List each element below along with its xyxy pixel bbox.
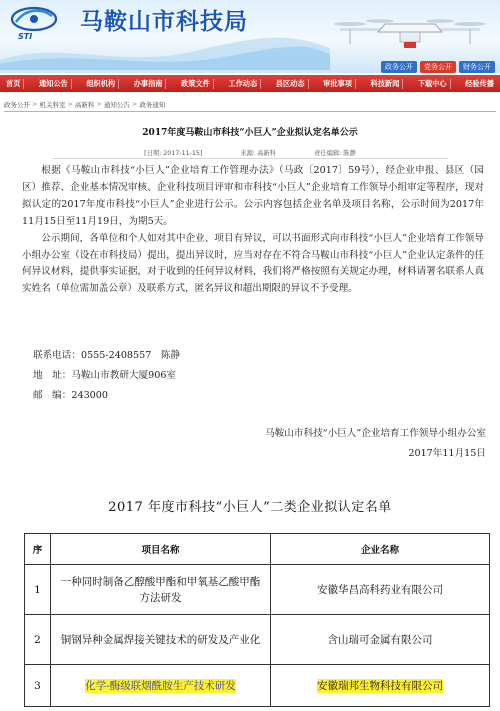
notice-body: [22, 163, 484, 298]
logo-label: STI: [18, 32, 33, 41]
row-number: 2: [25, 615, 51, 665]
tab-gov-affairs[interactable]: 政务公开: [381, 61, 417, 73]
table-row: [25, 565, 490, 615]
site-title[interactable]: 马鞍山市科技局: [80, 9, 248, 35]
notice-title: 2017年度马鞍山市科技“小巨人”企业拟认定名单公示: [142, 128, 358, 138]
nav-home[interactable]: 首页: [3, 79, 24, 89]
notice-source: 来源: 高新科: [240, 150, 276, 157]
nav-policies[interactable]: 政策文件: [178, 79, 214, 89]
table-row: [25, 615, 490, 665]
row-number: 3: [25, 665, 51, 707]
nav-experience[interactable]: 经验传播: [465, 78, 494, 88]
notice-paragraph: 根据《马鞍山市科技“小巨人”企业培育工作管理办法》（马政〔2017〕59号），经企业申报、县区（园区）推荐、企业基本情况审核、企业科技项目评审和市科技“小巨人”企业培育工作领导小组审定等程序，现对拟认定的2017年度市科技“小巨人”企业进行公示。公示内容包括企业名单及项目名称，公示时间为2017年11月15日至11月19日，为期5天。: [22, 165, 484, 227]
meta-divider: [52, 158, 448, 159]
signoff-org: 马鞍山市科技“小巨人”企业培育工作领导小组办公室: [265, 428, 486, 439]
tab-party-affairs[interactable]: 党务公开: [420, 61, 456, 73]
breadcrumb-separator: >: [131, 100, 138, 108]
notice-meta: [0, 148, 500, 157]
header-company: 企业名称: [271, 534, 490, 565]
nav-district-news[interactable]: 县区动态: [273, 79, 309, 89]
breadcrumb-divider: [4, 111, 496, 112]
contact-address: 地 址：马鞍山市教研大厦906室: [33, 370, 177, 381]
notice-editor: 责任编辑: 陈静: [313, 150, 356, 157]
breadcrumb-separator: >: [67, 100, 73, 108]
row-project: 铜钢异种金属焊接关键技术的研发及产业化: [51, 615, 271, 665]
table-header-row: [25, 534, 490, 565]
row-number: 1: [25, 565, 51, 615]
header-project: 项目名称: [51, 534, 271, 565]
list-title: 2017 年度市科技“小巨人”二类企业拟认定名单: [108, 500, 392, 515]
row-company: 安徽华昌高科药业有限公司: [271, 565, 490, 615]
notice-date: [日期: 2017-11-15]: [144, 150, 203, 157]
nav-organization[interactable]: 组织机构: [83, 79, 119, 89]
nav-approvals[interactable]: 审批事项: [320, 79, 356, 89]
row-project-cell: [51, 665, 271, 707]
breadcrumb-item[interactable]: 政务公开: [4, 101, 30, 109]
breadcrumb-item[interactable]: 机关科室: [39, 101, 66, 109]
nav-work-news[interactable]: 工作动态: [225, 79, 261, 89]
row-company-highlighted: 安徽瑞邦生物科技有限公司: [317, 679, 443, 692]
breadcrumb-item[interactable]: 高新科: [74, 101, 95, 109]
breadcrumb: [4, 100, 165, 109]
breadcrumb-separator: >: [32, 100, 38, 108]
nav-tech-news[interactable]: 科技新闻: [368, 79, 404, 89]
candidate-table: [24, 533, 490, 707]
breadcrumb-item[interactable]: 政务通知: [139, 101, 166, 109]
signoff-date: 2017年11月15日: [408, 448, 486, 459]
tab-finance[interactable]: 财务公开: [459, 61, 495, 73]
contact-zip: 邮 编：243000: [33, 390, 108, 401]
notice-paragraph: 公示期间，各单位和个人如对其中企业、项目有异议，可以书面形式向市科技“小巨人”企业培育工作领导小组办公室（设在市科技局）提出，提出异议时，应当对存在不符合马鞍山市科技“小巨人”企业认定条件的任何异议材料，提供事实证据，对于收到的任何异议材料，我们将严格按照有关规定办理，材料请署名联系人真实姓名（单位需加盖公章）及联系方式，匿名异议和超出期限的异议不予受理。: [22, 232, 484, 295]
breadcrumb-separator: >: [96, 100, 102, 108]
nav-guide[interactable]: 办事指南: [131, 79, 167, 89]
row-project: 一种同时制备乙醇酸甲酯和甲氧基乙酸甲酯方法研发: [51, 565, 271, 615]
notice-signoff: [265, 424, 486, 464]
table-row-highlighted: [25, 665, 490, 707]
nav-downloads[interactable]: 下载中心: [415, 79, 451, 89]
breadcrumb-item[interactable]: 通知公告: [103, 101, 130, 109]
row-company-cell: [271, 665, 490, 707]
contact-phone: 联系电话：0555-2408557 陈静: [33, 350, 181, 361]
site-banner: [0, 0, 500, 73]
row-project-highlighted: 化学-酶级联烟酰胺生产技术研发: [85, 679, 236, 692]
drone-illustration-icon: [330, 4, 490, 62]
nav-notices[interactable]: 通知公告: [36, 79, 72, 89]
banner-wave-decoration: [0, 30, 330, 70]
row-company: 含山瑞可金属有限公司: [271, 615, 490, 665]
header-no: 序: [25, 534, 51, 565]
main-nav: [0, 75, 500, 92]
open-tabs: [381, 61, 495, 73]
